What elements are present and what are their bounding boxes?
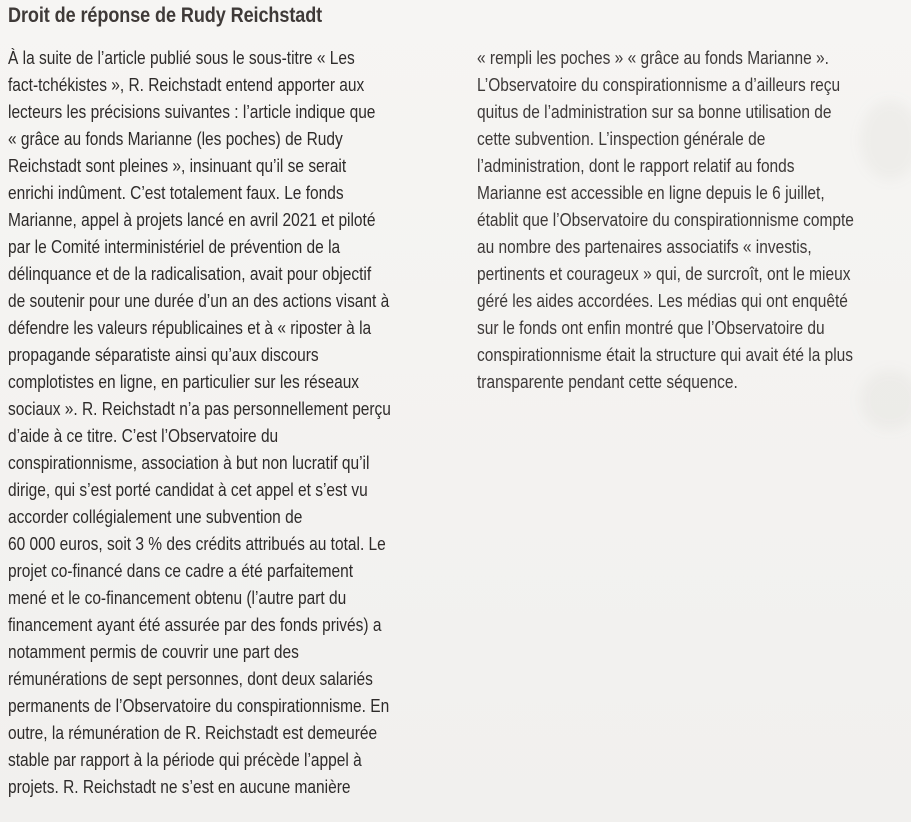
text-line: sur le fonds ont enfin montré que l’Observatoire du [477, 318, 825, 338]
text-line: rémunérations de sept personnes, dont deux salariés [8, 669, 373, 689]
text-line: pertinents et courageux » qui, de surcroît, ont le mieux [477, 264, 851, 284]
text-line: géré les aides accordées. Les médias qui ont enquêté [477, 291, 848, 311]
text-line: mené et le co-financement obtenu (l’autre part du [8, 588, 347, 608]
text-line: au nombre des partenaires associatifs « investis, [477, 237, 812, 257]
text-line: dirige, qui s’est porté candidat à cet appel et s’est vu [8, 480, 368, 500]
text-line: L’Observatoire du conspirationnisme a d’ailleurs reçu [477, 75, 841, 95]
text-line: de soutenir pour une durée d’un an des actions visant à [8, 291, 390, 311]
text-line: conspirationnisme, association à but non lucratif qu’il [8, 453, 370, 473]
text-line: défendre les valeurs républicaines et à « riposter à la [8, 318, 372, 338]
text-line: Marianne est accessible en ligne depuis le 6 juillet, [477, 183, 825, 203]
text-line: accorder collégialement une subvention de [8, 507, 303, 527]
text-line: fact-tchékistes », R. Reichstadt entend apporter aux [8, 75, 365, 95]
text-line: par le Comité interministériel de prévention de la [8, 237, 341, 257]
text-line: notamment permis de couvrir une part des [8, 642, 299, 662]
text-line: 60 000 euros, soit 3 % des crédits attribués au total. Le [8, 534, 386, 554]
paper-shadow [860, 100, 911, 180]
text-line: « rempli les poches » « grâce au fonds Marianne ». [477, 48, 829, 68]
text-line: d’aide à ce titre. C’est l’Observatoire du [8, 426, 279, 446]
text-line: délinquance et de la radicalisation, avait pour objectif [8, 264, 372, 284]
text-line: stable par rapport à la période qui précède l’appel à [8, 750, 362, 770]
text-line: projet co-financé dans ce cadre a été parfaitement [8, 561, 354, 581]
text-line: lecteurs les précisions suivantes : l’article indique que [8, 102, 376, 122]
text-line: Marianne, appel à projets lancé en avril 2021 et piloté [8, 210, 376, 230]
text-line: « grâce au fonds Marianne (les poches) de Rudy [8, 129, 343, 149]
text-line: financement ayant été assurée par des fonds privés) a [8, 615, 382, 635]
text-line: quitus de l’administration sur sa bonne utilisation de [477, 102, 832, 122]
text-line: projets. R. Reichstadt ne s’est en aucune manière [8, 777, 351, 797]
text-line: sociaux ». R. Reichstadt n’a pas personnellement perçu [8, 399, 391, 419]
text-line: l’administration, dont le rapport relatif au fonds [477, 156, 795, 176]
text-line: Reichstadt sont pleines », insinuant qu’il se serait [8, 156, 347, 176]
text-line: outre, la rémunération de R. Reichstadt est demeurée [8, 723, 378, 743]
text-line: établit que l’Observatoire du conspirationnisme compte [477, 210, 854, 230]
text-line: permanents de l’Observatoire du conspirationnisme. En [8, 696, 390, 716]
paper-shadow [860, 370, 911, 430]
text-line: conspirationnisme était la structure qui avait été la plus [477, 345, 854, 365]
text-line: transparente pendant cette séquence. [477, 372, 738, 392]
article-title: Droit de réponse de Rudy Reichstadt [8, 4, 323, 27]
text-line: À la suite de l’article publié sous le sous-titre « Les [8, 48, 355, 68]
text-line: propagande séparatiste ainsi qu’aux discours [8, 345, 319, 365]
text-line: complotistes en ligne, en particulier sur les réseaux [8, 372, 360, 392]
text-line: cette subvention. L’inspection générale de [477, 129, 766, 149]
text-line: enrichi indûment. C’est totalement faux. Le fonds [8, 183, 344, 203]
